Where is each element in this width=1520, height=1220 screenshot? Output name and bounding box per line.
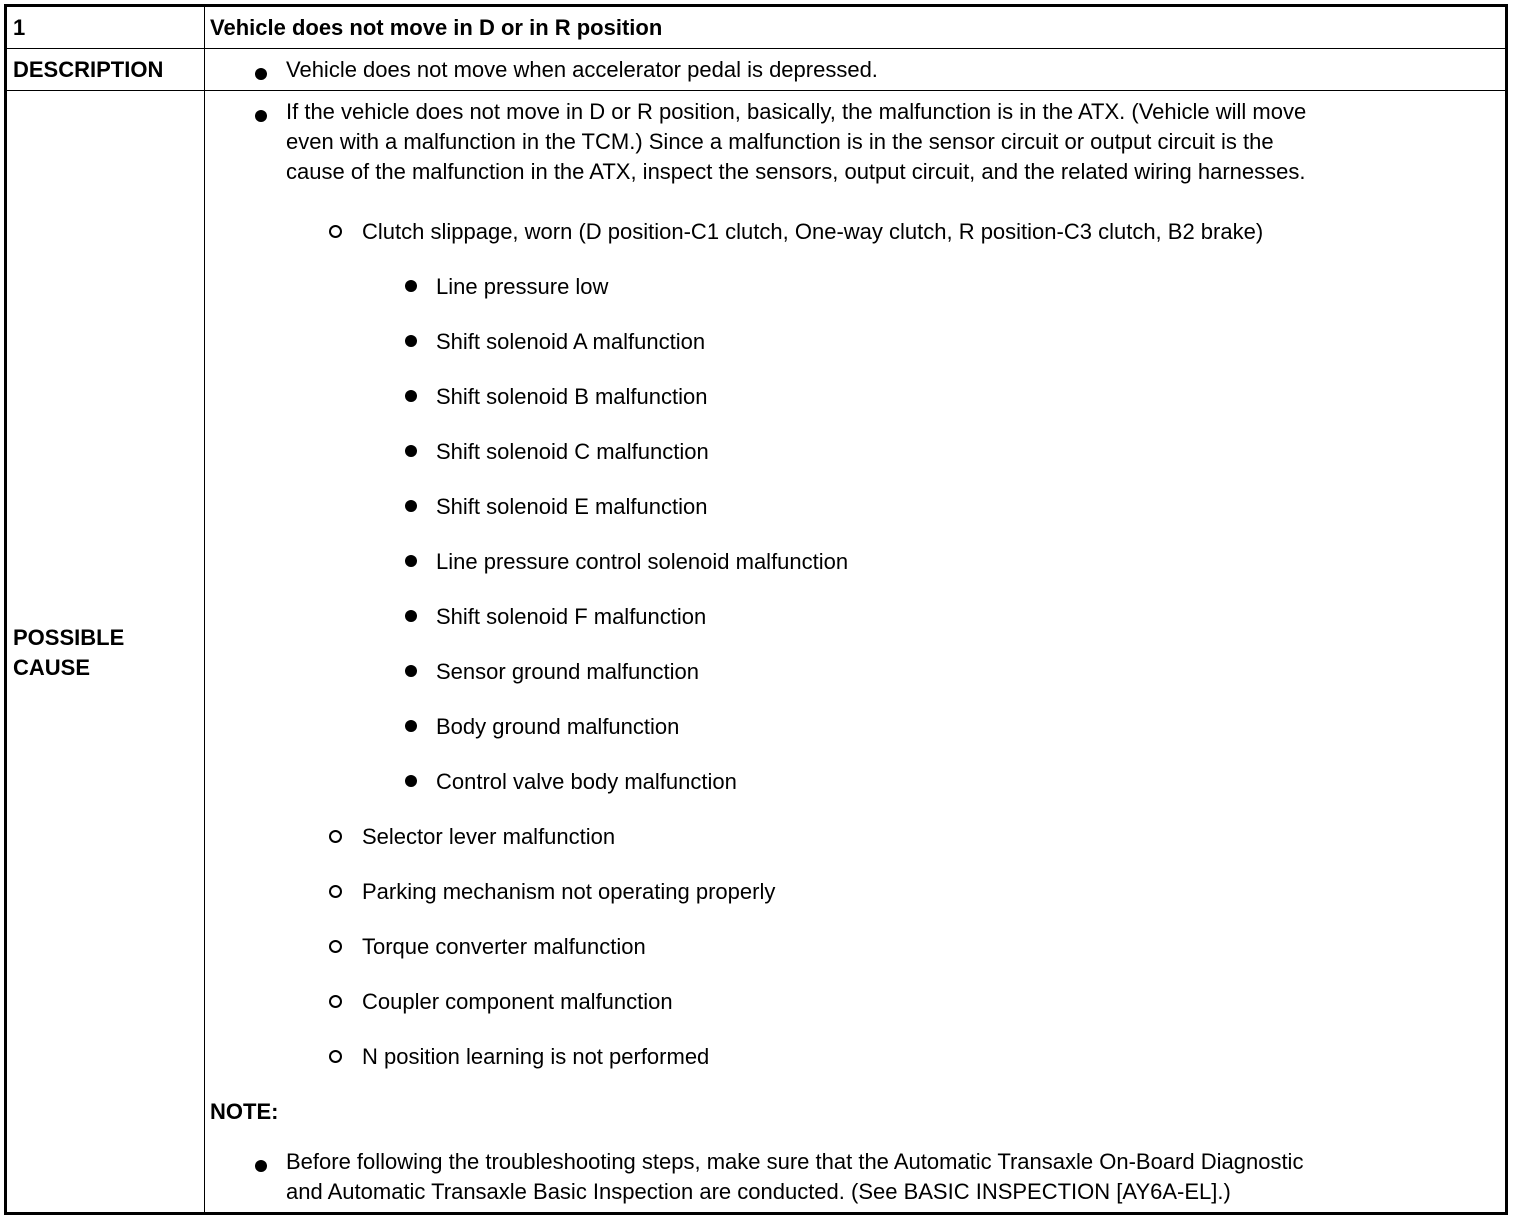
subcause-item: Shift solenoid A malfunction bbox=[436, 329, 706, 354]
subcause-item: Control valve body malfunction bbox=[436, 769, 737, 794]
subcause-item: Line pressure control solenoid malfunction bbox=[436, 549, 849, 574]
cause-item: Coupler component malfunction bbox=[362, 989, 673, 1014]
bullet-icon bbox=[255, 1160, 267, 1172]
troubleshooting-table bbox=[4, 4, 1508, 1215]
cause-clutch-slippage: Clutch slippage, worn (D position-C1 clutch, One-way clutch, R position-C3 clutch, B2 brake) bbox=[362, 219, 1264, 244]
cause-item: Parking mechanism not operating properly bbox=[362, 879, 776, 904]
bullet-icon bbox=[405, 280, 417, 292]
note-text: Before following the troubleshooting steps, make sure that the Automatic Transaxle On-Board Diagnostic and Automatic Transaxle Basic Inspection are conducted. (See BASIC INSPECTION [AY6A-EL].) bbox=[286, 1149, 1304, 1204]
cause-intro: If the vehicle does not move in D or R position, basically, the malfunction is in the ATX. (Vehicle will move even with a malfunction in the TCM.) Since a malfunction is in the sensor circuit or output circuit is the cause of the malfunction in the ATX, inspect the sensors, output circuit, and the related wiring harnesses. bbox=[286, 99, 1307, 184]
subcause-item: Sensor ground malfunction bbox=[436, 659, 699, 684]
description-label: DESCRIPTION bbox=[13, 57, 164, 82]
subcause-item: Shift solenoid E malfunction bbox=[436, 494, 708, 519]
possible-cause-label: POSSIBLE CAUSE bbox=[13, 625, 125, 680]
circle-bullet-icon bbox=[329, 995, 342, 1008]
bullet-icon bbox=[405, 445, 417, 457]
circle-bullet-icon bbox=[329, 830, 342, 843]
bullet-icon bbox=[405, 775, 417, 787]
bullet-icon bbox=[405, 610, 417, 622]
description-text: Vehicle does not move when accelerator pedal is depressed. bbox=[286, 57, 878, 82]
bullet-icon bbox=[405, 500, 417, 512]
bullet-icon bbox=[405, 720, 417, 732]
circle-bullet-icon bbox=[329, 225, 342, 238]
row-divider bbox=[7, 48, 1505, 49]
circle-bullet-icon bbox=[329, 1050, 342, 1063]
circle-bullet-icon bbox=[329, 940, 342, 953]
note-label: NOTE: bbox=[210, 1099, 279, 1124]
row-divider bbox=[7, 90, 1505, 91]
subcause-item: Shift solenoid B malfunction bbox=[436, 384, 708, 409]
bullet-icon bbox=[405, 665, 417, 677]
circle-bullet-icon bbox=[329, 885, 342, 898]
bullet-icon bbox=[405, 555, 417, 567]
bullet-icon bbox=[405, 390, 417, 402]
cause-item: Torque converter malfunction bbox=[362, 934, 646, 959]
subcause-item: Body ground malfunction bbox=[436, 714, 680, 739]
symptom-title: Vehicle does not move in D or in R position bbox=[210, 15, 663, 40]
column-divider bbox=[204, 7, 205, 1212]
cause-item: Selector lever malfunction bbox=[362, 824, 616, 849]
bullet-icon bbox=[255, 68, 267, 80]
bullet-icon bbox=[405, 335, 417, 347]
subcause-item: Shift solenoid C malfunction bbox=[436, 439, 709, 464]
subcause-item: Line pressure low bbox=[436, 274, 609, 299]
cause-item: N position learning is not performed bbox=[362, 1044, 710, 1069]
bullet-icon bbox=[255, 110, 267, 122]
subcause-item: Shift solenoid F malfunction bbox=[436, 604, 707, 629]
symptom-number: 1 bbox=[13, 15, 26, 40]
